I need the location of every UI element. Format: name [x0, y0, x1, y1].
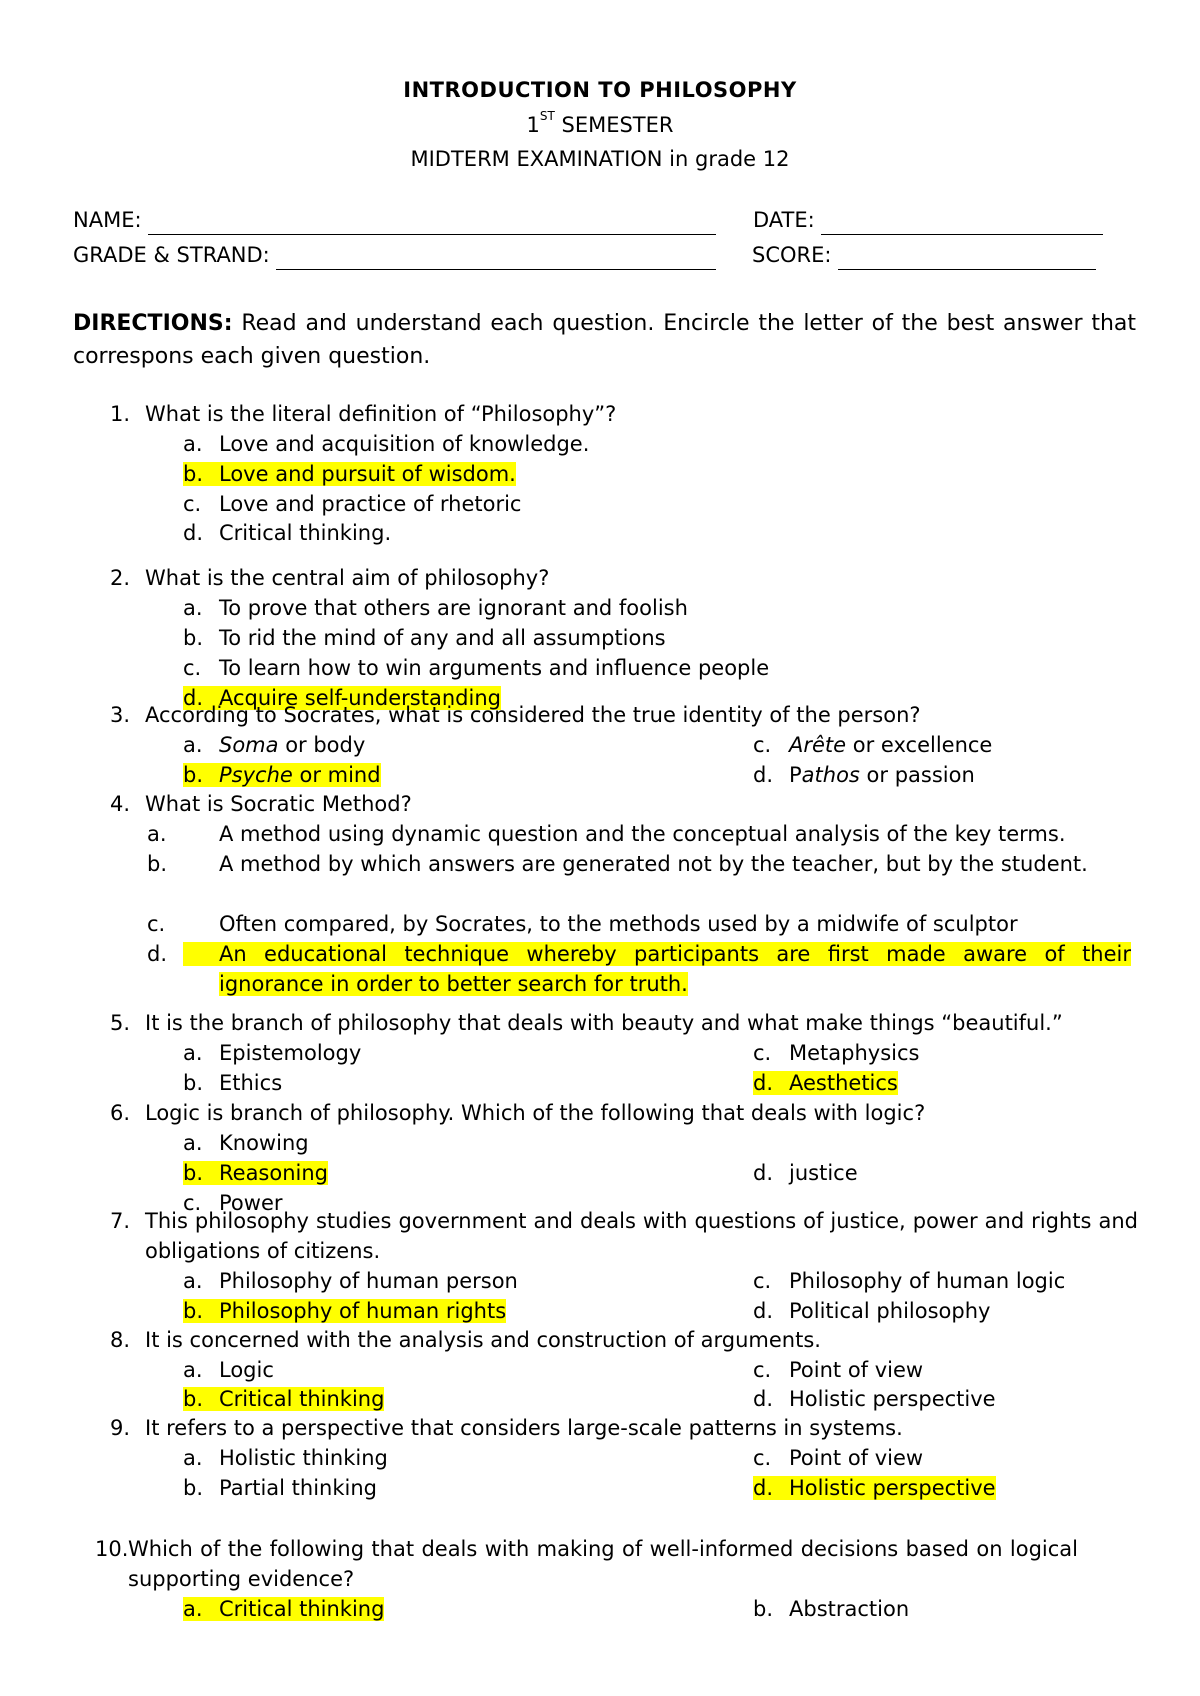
answer-choice[interactable]	[183, 1296, 506, 1326]
choice-text: Point of view	[789, 1446, 924, 1470]
exam-title: INTRODUCTION TO PHILOSOPHY	[403, 78, 797, 102]
question-number: 2.	[110, 566, 131, 590]
answer-choice[interactable]	[183, 1158, 328, 1188]
answer-choice[interactable]	[753, 1473, 996, 1503]
question-text: What is the literal definition of “Philosophy”?	[145, 402, 617, 426]
answer-choice[interactable]	[183, 489, 521, 519]
grade-strand-label: GRADE & STRAND:	[73, 243, 270, 267]
choice-text: Holistic thinking	[219, 1446, 388, 1470]
choice-text: Critical thinking	[219, 1387, 385, 1411]
answer-choice[interactable]	[183, 1355, 274, 1385]
choice-text: Philosophy of human person	[219, 1269, 518, 1293]
choice-letter: c.	[753, 733, 772, 757]
answer-choice[interactable]	[183, 1473, 377, 1503]
choice-letter: b.	[183, 763, 204, 787]
choice-letter: a.	[183, 1597, 203, 1621]
answer-choice[interactable]	[183, 653, 769, 683]
choice-letter: d.	[753, 1476, 774, 1500]
grade-strand-field[interactable]	[73, 240, 716, 270]
answer-choice[interactable]	[753, 1443, 923, 1473]
choice-text: Often compared, by Socrates, to the methods used by a midwife of sculptor	[219, 912, 1018, 936]
question-text: Which of the following that deals with making of well-informed decisions based on logical supporting evidence?	[128, 1537, 1078, 1591]
answer-choice[interactable]	[183, 1384, 384, 1414]
answer-choice[interactable]	[753, 1384, 996, 1414]
answer-choice[interactable]	[753, 1038, 919, 1068]
choice-text: Acquire self-understanding	[219, 686, 501, 710]
question-number: 3.	[110, 703, 131, 727]
choice-letter: a.	[147, 822, 167, 846]
choice-letter: c.	[183, 492, 202, 516]
answer-choice[interactable]	[753, 1296, 990, 1326]
answer-choice[interactable]	[753, 1068, 898, 1098]
answer-choice[interactable]	[183, 1128, 309, 1158]
answer-choice[interactable]	[183, 459, 516, 489]
question-number: 10.	[95, 1537, 129, 1561]
grade-strand-blank[interactable]	[276, 247, 716, 270]
choice-letter: b.	[183, 1299, 204, 1323]
choice-text: Soma or body	[219, 733, 366, 757]
choice-text: Aesthetics	[789, 1071, 898, 1095]
choice-letter: a.	[183, 1041, 203, 1065]
question-text: It is the branch of philosophy that deals with beauty and what make things “beautiful.”	[145, 1011, 1063, 1035]
choice-text: Metaphysics	[789, 1041, 920, 1065]
question-text: What is Socratic Method?	[145, 792, 412, 816]
choice-text: justice	[789, 1161, 858, 1185]
choice-letter: b.	[183, 1071, 204, 1095]
answer-choice[interactable]	[183, 1038, 361, 1068]
answer-choice[interactable]	[753, 1158, 858, 1188]
choice-letter: d.	[753, 1299, 774, 1323]
choice-letter: b.	[183, 1476, 204, 1500]
name-field[interactable]	[73, 205, 716, 235]
choice-letter: c.	[753, 1269, 772, 1293]
answer-choice[interactable]	[147, 939, 1131, 999]
answer-choice[interactable]	[147, 909, 1131, 939]
choice-letter: b.	[147, 852, 168, 876]
choice-text: Reasoning	[219, 1161, 329, 1185]
choice-letter: b.	[183, 1387, 204, 1411]
choice-letter: a.	[183, 733, 203, 757]
choice-text: Holistic perspective	[789, 1387, 996, 1411]
choice-text: To rid the mind of any and all assumptions	[219, 626, 666, 650]
question-text: What is the central aim of philosophy?	[145, 566, 550, 590]
answer-choice[interactable]	[183, 760, 381, 790]
score-field[interactable]	[752, 240, 1096, 270]
answer-choice[interactable]	[183, 730, 365, 760]
choice-text: Abstraction	[789, 1597, 910, 1621]
date-label: DATE:	[753, 208, 815, 232]
choice-text: An educational technique whereby participants are first made aware of their ignorance in order to better search for truth.	[219, 942, 1131, 996]
answer-choice[interactable]	[183, 1594, 384, 1624]
choice-text: Love and acquisition of knowledge.	[219, 432, 590, 456]
choice-letter: b.	[183, 462, 204, 486]
choice-text: Critical thinking.	[219, 521, 392, 545]
choice-text: Love and pursuit of wisdom.	[219, 462, 516, 486]
answer-choice[interactable]	[147, 819, 1131, 849]
choice-text: Holistic perspective	[789, 1476, 996, 1500]
choice-text: Ethics	[219, 1071, 283, 1095]
answer-choice[interactable]	[753, 730, 992, 760]
choice-text: Arête or excellence	[789, 733, 993, 757]
answer-choice[interactable]	[753, 760, 975, 790]
question-number: 5.	[110, 1011, 131, 1035]
directions-text: Read and understand each question. Encircle the letter of the best answer that correspons each given question.	[73, 311, 1136, 369]
score-label: SCORE:	[752, 243, 832, 267]
choice-letter: d.	[183, 521, 204, 545]
choice-text: Philosophy of human logic	[789, 1269, 1066, 1293]
choice-text: Power	[219, 1191, 283, 1215]
choice-text: Epistemology	[219, 1041, 362, 1065]
answer-choice[interactable]	[183, 429, 589, 459]
date-field[interactable]	[753, 205, 1103, 235]
choice-letter: d.	[753, 763, 774, 787]
choice-letter: a.	[183, 1131, 203, 1155]
answer-choice[interactable]	[147, 849, 1131, 879]
choice-text: A method using dynamic question and the conceptual analysis of the key terms.	[219, 822, 1066, 846]
choice-letter: d.	[753, 1387, 774, 1411]
choice-text: A method by which answers are generated not by the teacher, but by the student.	[219, 852, 1088, 876]
question-number: 6.	[110, 1101, 131, 1125]
question-number: 1.	[110, 402, 131, 426]
answer-choice[interactable]	[753, 1355, 923, 1385]
choice-text: Point of view	[789, 1358, 924, 1382]
choice-text: Partial thinking	[219, 1476, 377, 1500]
question-text: Logic is branch of philosophy. Which of the following that deals with logic?	[145, 1101, 926, 1125]
choice-letter: b.	[753, 1597, 774, 1621]
choice-letter: a.	[183, 1358, 203, 1382]
directions-label: DIRECTIONS:	[73, 311, 233, 336]
choice-letter: c.	[753, 1446, 772, 1470]
name-blank[interactable]	[148, 212, 716, 235]
choice-text: Critical thinking	[219, 1597, 385, 1621]
semester-line: 1ST SEMESTER	[526, 109, 674, 137]
choice-letter: d.	[147, 942, 168, 966]
answer-choice[interactable]	[183, 1266, 518, 1296]
question-text: According to Socrates, what is considered the true identity of the person?	[145, 703, 921, 727]
question-text: This philosophy studies government and deals with questions of justice, power and rights and obligations of citizens.	[145, 1209, 1138, 1263]
answer-choice[interactable]	[753, 1266, 1065, 1296]
choice-text: Political philosophy	[789, 1299, 991, 1323]
choice-text: Pathos or passion	[789, 763, 975, 787]
choice-text: To learn how to win arguments and influence people	[219, 656, 770, 680]
exam-subtitle: MIDTERM EXAMINATION in grade 12	[410, 147, 790, 171]
answer-choice[interactable]	[183, 623, 666, 653]
choice-letter: d.	[753, 1161, 774, 1185]
question-number: 4.	[110, 792, 131, 816]
choice-text: Psyche or mind	[219, 763, 381, 787]
directions	[73, 307, 1136, 373]
choice-text: Knowing	[219, 1131, 309, 1155]
question-number: 7.	[110, 1209, 131, 1233]
choice-letter: d.	[183, 686, 204, 710]
choice-letter: d.	[753, 1071, 774, 1095]
choice-letter: b.	[183, 626, 204, 650]
answer-choice[interactable]	[753, 1594, 909, 1624]
date-blank[interactable]	[821, 212, 1103, 235]
choice-letter: a.	[183, 1269, 203, 1293]
choice-letter: c.	[183, 1191, 202, 1215]
choice-text: Love and practice of rhetoric	[219, 492, 522, 516]
choice-letter: b.	[183, 1161, 204, 1185]
choice-letter: c.	[147, 912, 166, 936]
score-blank[interactable]	[838, 247, 1096, 270]
answer-choice[interactable]	[183, 1068, 282, 1098]
choice-letter: c.	[753, 1041, 772, 1065]
name-label: NAME:	[73, 208, 142, 232]
choice-letter: a.	[183, 1446, 203, 1470]
choice-letter: c.	[753, 1358, 772, 1382]
choice-letter: c.	[183, 656, 202, 680]
question-number: 9.	[110, 1416, 131, 1440]
question-text: It refers to a perspective that considers large-scale patterns in systems.	[145, 1416, 903, 1440]
answer-choice[interactable]	[183, 593, 688, 623]
question-number: 8.	[110, 1328, 131, 1352]
question-text: It is concerned with the analysis and construction of arguments.	[145, 1328, 821, 1352]
choice-text: Logic	[219, 1358, 274, 1382]
choice-letter: a.	[183, 432, 203, 456]
answer-choice[interactable]	[183, 518, 391, 548]
answer-choice[interactable]	[183, 1443, 388, 1473]
choice-text: Philosophy of human rights	[219, 1299, 507, 1323]
choice-text: To prove that others are ignorant and foolish	[219, 596, 688, 620]
choice-letter: a.	[183, 596, 203, 620]
